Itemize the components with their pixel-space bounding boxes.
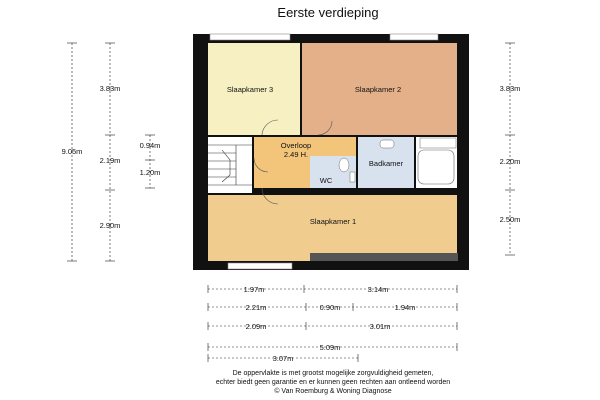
dim-bottom-2c: 1.94m	[394, 303, 416, 312]
dim-left-top: 3.83m	[99, 84, 121, 93]
dim-left-total: 9.05m	[61, 147, 83, 156]
window-top-right	[390, 34, 438, 40]
label-overloop: Overloop	[280, 141, 312, 150]
label-overloop-height: 2.49 H.	[283, 150, 309, 159]
room-wc	[310, 156, 356, 188]
radiator-hatch	[310, 253, 458, 261]
label-wc: WC	[319, 176, 333, 185]
plan-title: Eerste verdieping	[277, 5, 379, 20]
dim-bottom-2a: 2.21m	[245, 303, 267, 312]
dim-bottom-4: 5.09m	[319, 343, 341, 352]
room-slaapkamer-1	[208, 195, 457, 261]
label-slaapkamer-3: Slaapkamer 3	[226, 85, 274, 94]
dim-bottom-2b: 0.90m	[319, 303, 341, 312]
shelf-icon	[420, 138, 456, 148]
dim-bottom-1a: 1.97m	[243, 285, 265, 294]
toilet-icon	[339, 158, 349, 172]
wc-basin-icon	[350, 172, 355, 182]
dim-right-mid: 2.20m	[499, 157, 521, 166]
window-bottom	[228, 263, 292, 269]
dim-right-bottom: 2.50m	[499, 215, 521, 224]
dim-bottom-3b: 3.01m	[369, 322, 391, 331]
dim-right-top: 3.83m	[499, 84, 521, 93]
disclaimer-line-2: echter biedt geen garantie en er kunnen geen rechten aan ontleend worden	[215, 379, 451, 386]
label-slaapkamer-2: Slaapkamer 2	[354, 85, 402, 94]
sink-icon	[380, 140, 394, 148]
label-badkamer: Badkamer	[368, 159, 404, 168]
bathtub-icon	[418, 150, 454, 184]
dim-bottom-3a: 2.09m	[245, 322, 267, 331]
dim-left-mid: 2.19m	[99, 156, 121, 165]
dim-left-small-b: 1.20m	[139, 168, 161, 177]
dim-left-bottom: 2.90m	[99, 221, 121, 230]
label-slaapkamer-1: Slaapkamer 1	[309, 217, 357, 226]
disclaimer-line-3: © Van Roemburg & Woning Diagnose	[274, 388, 392, 395]
dim-left-small-a: 0.94m	[139, 141, 161, 150]
disclaimer-line-1: De oppervlakte is met grootst mogelijke zorgvuldigheid gemeten,	[232, 370, 434, 377]
dim-bottom-5: 3.07m	[272, 354, 294, 363]
window-top-left	[210, 34, 290, 40]
dim-bottom-1b: 3.14m	[367, 285, 389, 294]
